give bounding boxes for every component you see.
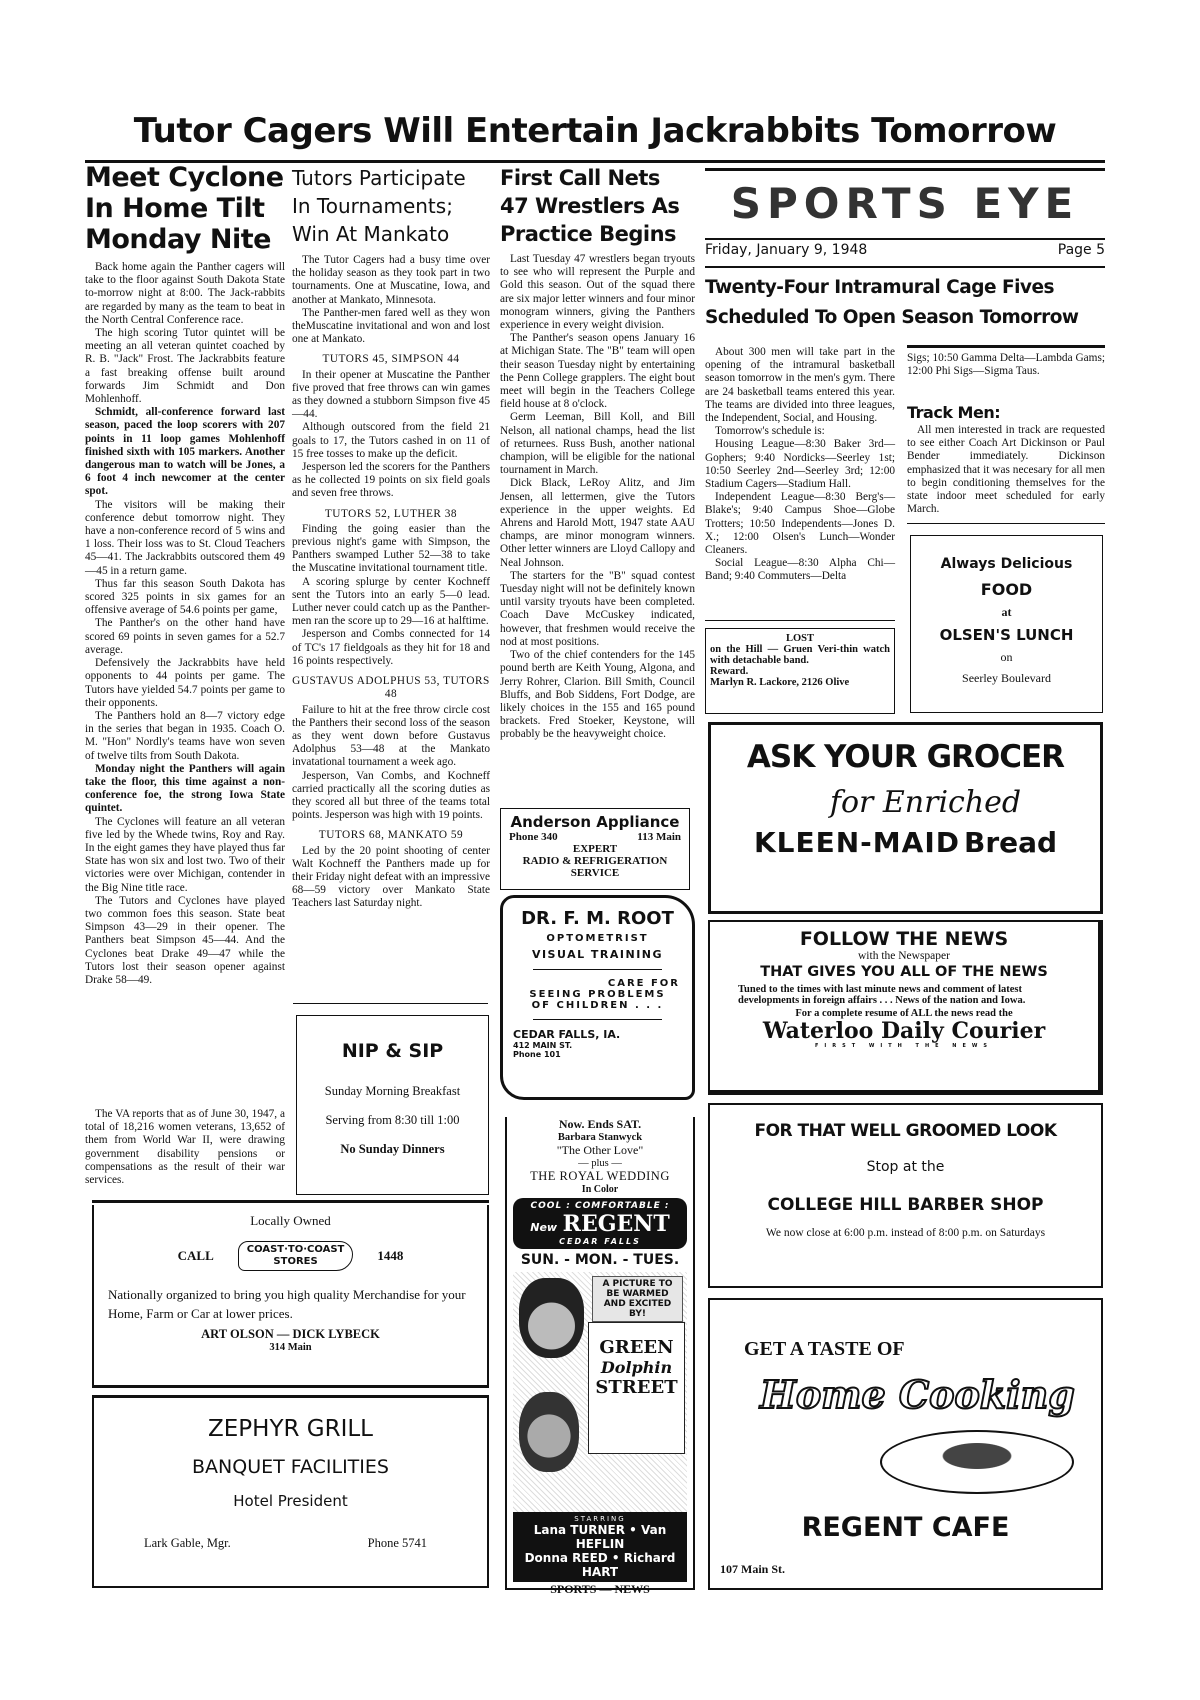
ad-line: THAT GIVES YOU ALL OF THE NEWS [760,964,1048,980]
ad-line: Reward. [710,666,749,677]
ad-film: THE ROYAL WEDDING [530,1169,670,1183]
paragraph: Defensively the Jackrabbits have held opponents to 44 points per game. The Tutors have yielded 54.7 points per game to their opponents. [85,657,285,709]
headline-line: 47 Wrestlers As [500,194,680,218]
ad-line: on the Hill — Gruen Veri-thin watch with detachable band. [710,644,890,666]
paragraph: Although outscored from the field 21 goals to 17, the Tutors cashed in on 11 of 15 free tosses to make up the deficit. [292,421,490,460]
masthead-dateline [705,242,1105,258]
ad-zephyr-grill [92,1398,489,1588]
paragraph: Thus far this season South Dakota has scored 325 points in six games for an offensive average of 54.6 points per game, [85,577,285,617]
headline-line: First Call Nets [500,166,660,190]
paragraph: Sigs; 10:50 Gamma Delta—Lambda Gams; 12:00 Phi Sigs—Sigma Taus. [907,352,1105,378]
movie-poster [513,1272,687,1512]
headline-line: Monday Nite [85,224,271,255]
ad-line: Always Delicious [940,556,1073,572]
actor-portrait [519,1392,579,1472]
intramural-continued [907,352,1105,378]
track-headline: Track Men: [907,403,1001,422]
food-platter-icon [880,1430,1074,1494]
ad-script: for Enriched [829,785,1022,820]
paragraph: In their opener at Muscatine the Panther five proved that free throws can win games as they downed a stubborn Simpson five 45—44. [292,368,490,421]
paragraph: Two of the chief contenders for the 145 pound berth are Keith Young, Algona, and Jerry Rohrer, Clarion. Bill Smith, Council Bluffs, and Bob Siddens, Fort Dodge, are likely choices in the 155 and 165 pound brackets. Fred Stoeker, Keystone, will probably be the heavyweight choice. [500,649,695,741]
paragraph: The Panther's on the other hand have scored 69 points in seven games for a 52.7 average. [85,617,285,656]
ad-phone: Phone 101 [513,1050,561,1059]
masthead-title: SPORTS EYE [730,179,1080,228]
logo-new: New [530,1221,558,1234]
logo-text: COAST·TO·COAST [246,1244,345,1255]
ad-line: SEEING PROBLEMS [529,989,666,1000]
ad-line: CARE FOR [607,978,680,989]
ad-line: FOOD [980,580,1033,599]
paragraph: The starters for the "B" squad contest Tuesday night will not be definitely known until varsity tryouts have been completed. Coach Dave McCuskey indicated, however, that freshmen would receive the nod at most positions. [500,569,695,648]
ad-line: Nationally organized to bring you high quality Merchandise for your Home, Farm or Car at lower prices. [108,1287,466,1321]
subheading: GUSTAVUS ADOLPHUS 53, TUTORS 48 [292,675,490,701]
ad-title: LOST [785,633,814,644]
ad-line: Seerley Boulevard [962,671,1051,685]
ad-coast-to-coast [92,1205,489,1385]
ad-line: Serving from 8:30 till 1:00 [325,1113,460,1127]
paragraph: The Cyclones will feature an all veteran five led by the Whede twins, Roy and Ray. In the eight games they have played thus far State has won six and lost two. Two of their victories were over Michigan, contender in the Big Nine title race. [85,815,285,894]
paragraph: Finding the going easier than the previous night's game with Simpson, the Panthers swamped Luther 52—38 to take the Muscatine invitational tournament title. [292,522,490,575]
ad-line: Stop at the [866,1159,945,1175]
ad-title: DR. F. M. ROOT [521,908,674,929]
headline-line: In Home Tilt [85,193,265,224]
article-headline [85,162,285,255]
ad-line: Marlyn R. Lackore, 2126 Olive [710,677,850,688]
ad-line: — plus — [578,1158,622,1169]
paragraph: All men interested in track are requested to see either Coach Art Dickinson or Paul Bender immediately. Dickinson emphasized that it was necesary for all men to begin conditioning themselves for the state indoor meet scheduled for early March. [907,424,1105,516]
article-body [500,253,695,742]
paragraph: Back home again the Panther cagers will take to the floor against South Dakota State to-morrow night at 8:00. The Jack-rabbits are regarded by many as the team to beat in the North Central Conference race. [85,261,285,326]
article-body [292,254,490,911]
poster-title: Dolphin [600,1358,673,1377]
issue-date: Friday, January 9, 1948 [705,242,868,258]
ad-title: NIP & SIP [341,1040,444,1062]
ad-phone: 1448 [377,1248,404,1263]
ad-barber-shop [708,1103,1103,1288]
divider [705,266,1105,268]
ad-address: 113 Main [637,831,681,843]
divider [705,620,895,621]
paragraph: Germ Leeman, Bill Koll, and Bill Nelson, all national champs, head the list of returnees. Russ Bush, another national champion, will be eligible for the national tournament in March. [500,411,695,477]
divider [705,238,1105,240]
ornament-divider [533,1019,662,1020]
paragraph: Tomorrow's schedule is: [715,425,825,438]
headline-line: Tutors Participate [292,166,466,190]
ad-lost [705,628,895,714]
logo-text: STORES [273,1256,318,1267]
ad-call-row [94,1241,487,1271]
ad-line: Hotel President [233,1492,348,1510]
ad-street: 412 MAIN ST. [513,1041,573,1050]
paragraph: Independent League—8:30 Berg's—Blake's; 9:40 Campus Shoe—Globe Trotters; 10:50 Independents—Jones D. X.; 12:00 Olsen's Lunch—Wonder Cleaners. [705,491,895,557]
headline-line: Twenty-Four Intramural Cage Fives [705,277,1055,298]
divider [92,1200,489,1203]
ad-phone: Phone 340 [509,831,558,843]
paragraph: The visitors will be making their conference debut tomorrow night. They have a non-conference record of 5 wins and 1 loss. Their loss was to St. Cloud Teachers 45—41. The Jackrabbits outscored them 49—45 in a return game. [85,498,285,577]
article-cyclone [85,162,285,987]
paragraph: The Panthers hold an 8—7 victory edge in the series that began in 1935. Coach O. M. "Hon" Nordly's teams have won seven of twelve tilts from South Dakota. [85,709,285,762]
ad-address-block [503,1028,692,1059]
divider [907,523,1105,524]
ad-title: Anderson Appliance [510,813,680,831]
ad-line: GET A TASTE OF [744,1338,905,1360]
ad-film: "The Other Love" [556,1143,644,1157]
ad-anderson-appliance [500,808,690,890]
paragraph: Housing League—8:30 Baker 3rd—Gophers; 9:40 Nordicks—Seerley 1st; 10:50 Seerley 2nd—Seerley 3rd; 12:00 Stadium Cagers—Stadium Hall. [705,438,895,491]
ad-line: COLLEGE HILL BARBER SHOP [767,1195,1044,1215]
ornament-divider [533,969,662,970]
coast-to-coast-logo [238,1241,354,1271]
cast-label: STARRING [574,1515,626,1523]
ad-line: We now close at 6:00 p.m. instead of 8:00 p.m. on Saturdays [765,1227,1046,1239]
logo-slogan: COOL : COMFORTABLE : [530,1201,670,1211]
paragraph: Jesperson, Van Combs, and Kochneff carried practically all the scoring duties as they scored all but three of the teams total points. Jesperson was high with 19 points. [292,769,490,822]
poster-tagline: A PICTURE TO BE WARMED AND EXCITED BY! [592,1276,683,1322]
ad-regent-theater [505,1117,695,1596]
subheading: TUTORS 68, MANKATO 59 [318,829,464,842]
logo-regent: REGENT [562,1211,670,1237]
cast-line: Lana TURNER • Van HEFLIN [533,1523,667,1551]
headline-line: Meet Cyclone [85,162,284,193]
paragraph: Social League—8:30 Alpha Chi—Band; 9:40 Commuters—Delta [705,557,895,583]
paragraph: The VA reports that as of June 30, 1947, a total of 18,216 women veterans, 13,652 of them from World War II, were drawing government disability pensions or compensations as the result of their war services. [85,1108,285,1187]
paragraph: Dick Black, LeRoy Alitz, and Jim Jensen, all lettermen, give the Tutors experience in the upper weights. Ed Ahrens and Harold Mott, 1947 state AAU champs, are minor monogram winners. Other letter winners are Lloyd Callopy and Neal Johnson. [500,477,695,569]
poster-title: GREEN [599,1337,674,1358]
page-number: Page 5 [1057,242,1105,258]
paragraph: The Panther's season opens January 16 at Michigan State. The "B" team will open their season Tuesday night by entertaining the Penn College grapplers. The eight bout meet will begin in the Teachers College field house at 8 o'clock. [500,332,695,411]
theater-logo [513,1198,687,1249]
track-body [907,424,1105,516]
actress-portrait [519,1278,584,1358]
ad-title: FOR THAT WELL GROOMED LOOK [754,1121,1057,1141]
ad-line: 314 Main [269,1342,312,1353]
headline-line: Win At Mankato [292,222,450,246]
logo-city: CEDAR FALLS [559,1237,641,1246]
ad-olsens-lunch [910,535,1103,713]
headline-line: In Tournaments; [292,194,453,218]
ad-line: SPORTS — NEWS [550,1582,650,1596]
ad-line: VISUAL TRAINING [531,948,664,961]
paragraph: Monday night the Panthers will again take the floor, this time against a non-conference foe, the strong Iowa State quintet. [85,762,285,815]
ad-address: 107 Main St. [720,1562,786,1576]
headline-line: Scheduled To Open Season Tomorrow [705,307,1079,328]
paragraph: Jesperson and Combs connected for 14 of TC's 17 fieldgoals as they hit for 18 and 16 points respectively. [292,628,490,667]
divider [907,345,1105,348]
ad-line: Sunday Morning Breakfast [324,1084,461,1098]
article-body [85,261,285,987]
ad-line: on [1000,650,1013,664]
courier-tagline: FIRST WITH THE NEWS [814,1043,994,1049]
product-name: Bread [963,826,1058,859]
paragraph: Last Tuesday 47 wrestlers began tryouts to see who will represent the Purple and Gold this season. Out of the squad there are six major letter winners and four minor monogram winners, giving the Panthers experience in every weight division. [500,253,695,332]
ad-dr-root [500,895,695,1100]
ad-line: Barbara Stanwyck [557,1132,643,1143]
intramural-headline [705,273,1105,333]
ad-call-label: CALL [177,1248,214,1263]
ad-line: Locally Owned [250,1213,331,1228]
ad-line: BANQUET FACILITIES [192,1456,389,1478]
paragraph: The Tutor Cagers had a busy time over the holiday season as they took part in two tournaments. One at Muscatine, Iowa, and another at Mankato, Minnesota. [292,254,490,306]
ad-line: RADIO & REFRIGERATION [522,855,668,867]
paragraph: A scoring splurge by center Kochneff sent the Tutors into an early 5—0 lead. Luther never could catch up as the Panther-men ran the score up to 29—16 at halftime. [292,575,490,628]
ad-nip-sip [296,1015,489,1195]
divider [293,1003,488,1004]
ad-manager: Lark Gable, Mgr. [144,1536,231,1550]
subheading: TUTORS 52, LUTHER 38 [324,507,458,520]
ad-kleen-maid [708,722,1103,914]
ad-line: OF CHILDREN . . . [531,1000,664,1011]
ad-regent-cafe [708,1298,1103,1590]
ad-city: CEDAR FALLS, IA. [513,1028,621,1041]
logo-name [513,1211,687,1237]
ad-line: For a complete resume of ALL the news read the [795,1008,1013,1019]
article-headline [292,164,490,248]
poster-title: STREET [595,1377,678,1398]
ad-line: In Color [581,1184,619,1195]
headline-line: Practice Begins [500,222,677,246]
ad-line: Tuned to the times with last minute news and comment of latest developments in foreign affairs . . . News of the nation and Iowa. [738,984,1026,1006]
divider [705,168,1105,171]
ad-contact [501,831,689,843]
intramural-body [705,346,895,584]
cast-banner [513,1512,687,1582]
ad-line: EXPERT [572,843,618,855]
subheading: TUTORS 45, SIMPSON 44 [322,353,460,366]
ad-title: ZEPHYR GRILL [207,1416,373,1442]
ad-line: Now. Ends SAT. [558,1117,642,1131]
main-headline: Tutor Cagers Will Entertain Jackrabbits Tomorrow [133,111,1057,151]
brand-name: KLEEN-MAID [753,826,960,859]
divider [92,1385,489,1388]
ad-days: SUN. - MON. - TUES. [520,1252,680,1268]
ad-line: No Sunday Dinners [340,1142,445,1156]
courier-masthead: Waterloo Daily Courier [762,1018,1046,1044]
ad-footer [144,1536,427,1551]
ad-phone: Phone 5741 [367,1536,427,1550]
paragraph: The Tutors and Cyclones have played two common foes this season. State beat Simpson 43—29 in their opener. The Panthers beat Simpson 45—44. And the Cyclones beat Drake 49—47 while the Tutors lost their season opener against Drake 58—49. [85,894,285,986]
ad-line: with the Newspaper [858,950,950,962]
paragraph: The high scoring Tutor quintet will be meeting an all veteran quintet coached by R. B. "Jack" Frost. The Jackrabbits feature a fast breaking offense built around forwards Jim Schmidt and Don Mohlenhoff. [85,327,285,406]
ad-line: OLSEN'S LUNCH [939,626,1074,644]
paragraph: The Panther-men fared well as they won theMuscatine invitational and won and lost one at Mankato. [292,306,490,346]
ad-line: OPTOMETRIST [546,933,649,944]
ad-title: REGENT CAFE [801,1512,1010,1543]
ad-line: ART OLSON — DICK LYBECK [201,1327,380,1341]
ad-product [711,826,1100,859]
paragraph: Schmidt, all-conference forward last season, paced the loop scorers with 207 points in 11 loop games Mohlenhoff finished sixth with 105 markers. Another dangerous man to watch will be Jones, a 6 foot 4 inch newcomer at the center spot. [85,406,285,498]
cast-line: Donna REED • Richard HART [524,1551,676,1579]
poster-title-card [588,1322,685,1454]
ad-waterloo-courier [708,920,1103,1095]
ad-script: Home Cooking [760,1372,1075,1417]
paragraph: Led by the 20 point shooting of center Walt Kochneff the Panthers made up for their Friday night defeat with an impressive 68—59 victory over Mankato State Teachers last Saturday night. [292,844,490,910]
article-headline [500,164,695,248]
ad-title: FOLLOW THE NEWS [799,928,1009,950]
va-note [85,1108,285,1187]
ad-line: at [1001,605,1012,619]
paragraph: About 300 men will take part in the opening of the intramural basketball season tomorrow in the men's gym. There are 24 basketball teams entered this year. The teams are divided into three leagues, the Independent, Social, and Housing. [705,346,895,425]
ad-line: SERVICE [570,867,620,879]
paragraph: Jesperson led the scorers for the Panthers as he collected 19 points on six field goals and seven free throws. [292,461,490,500]
ad-title: ASK YOUR GROCER [746,739,1065,775]
paragraph: Failure to hit at the free throw circle cost the Panthers their second loss of the season as they went down before Gustavus Adolphus 53—48 at the Mankato invatational tournament a week ago. [292,703,490,769]
article-wrestlers [500,164,695,742]
article-tournaments [292,164,490,911]
